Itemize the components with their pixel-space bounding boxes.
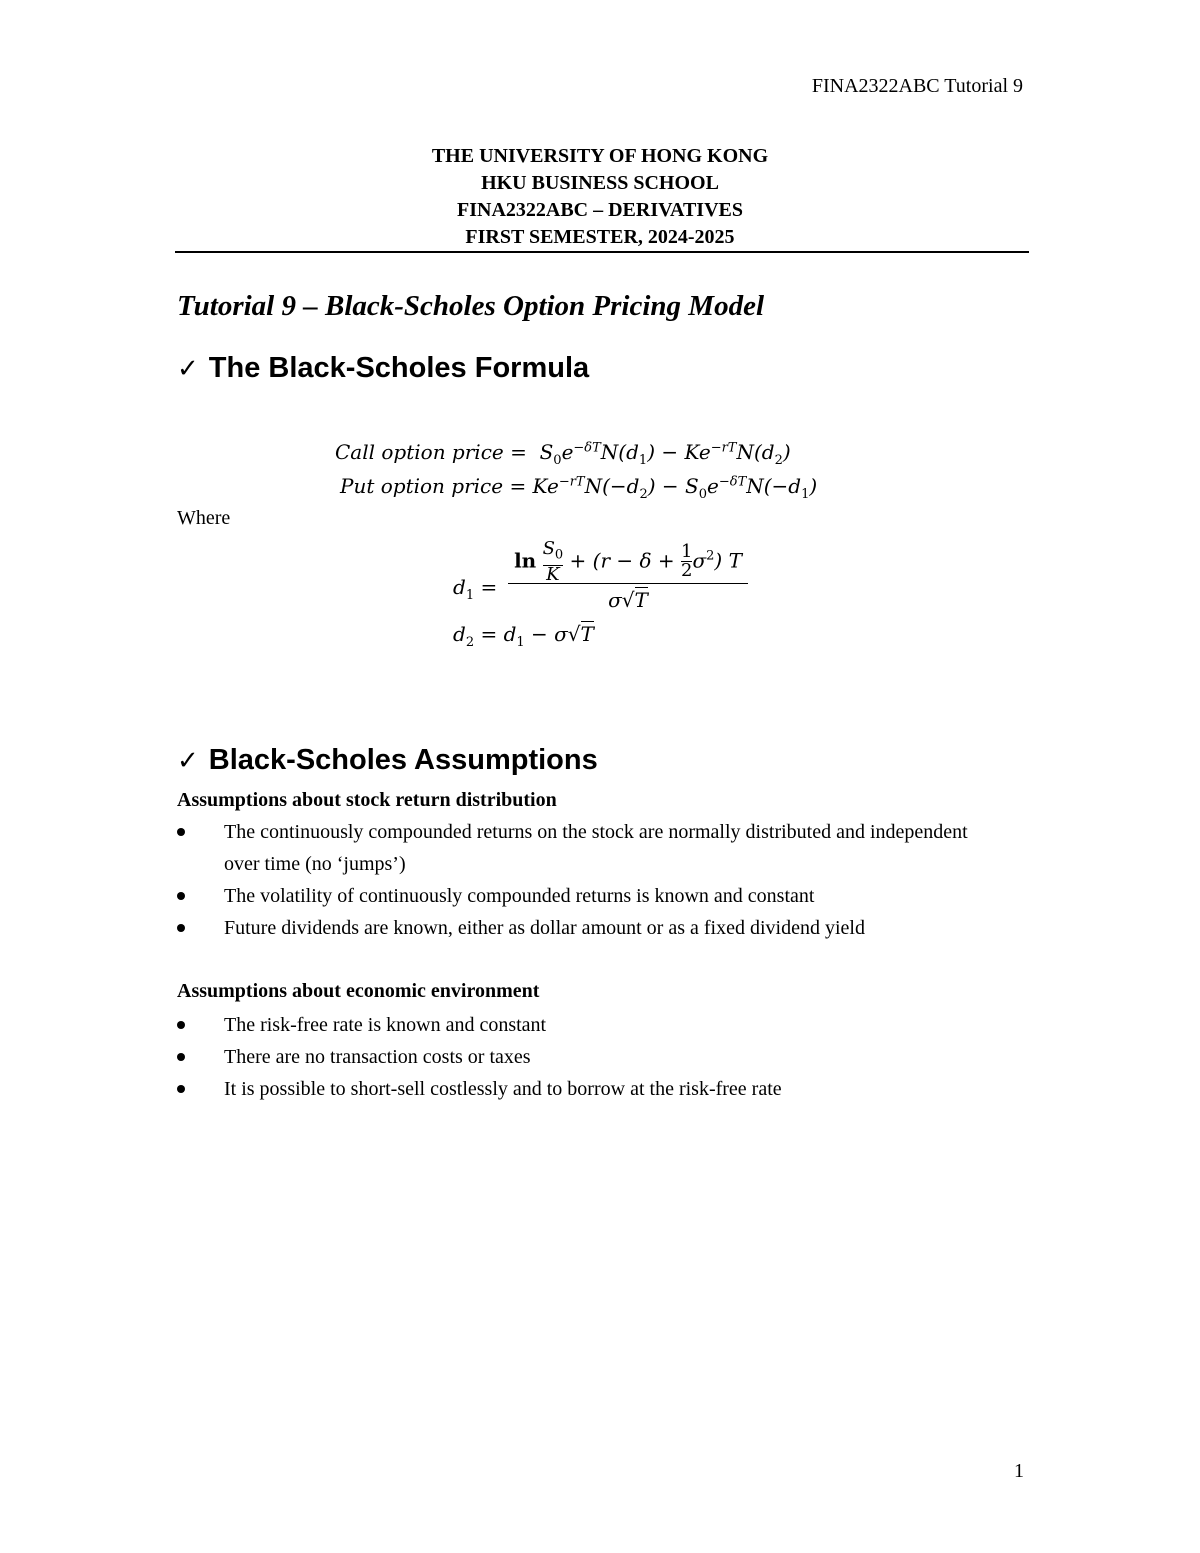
section-heading-formula: [177, 352, 589, 385]
bullet-icon: [177, 892, 185, 900]
d1-symbol: $d_1$ =: [453, 575, 498, 603]
bullet-icon: [177, 828, 185, 836]
bullet-icon: [177, 1085, 185, 1093]
checkmark-icon: ✓: [177, 353, 199, 383]
page-number: 1: [1014, 1460, 1024, 1482]
where-label: Where: [177, 507, 231, 529]
ln-label: ln: [514, 548, 537, 573]
bullet-icon: [177, 1053, 185, 1061]
list-item: The volatility of continuously compounded returns is known and constant: [177, 880, 997, 912]
d1-numerator: ln $\frac{S_0}{K}$ + (r − δ + $\frac{1}{2}$ $\sigma^2$) T: [514, 538, 742, 585]
course-name: FINA2322ABC – DERIVATIVES: [457, 199, 743, 221]
bullet-icon: [177, 924, 185, 932]
list-item: Future dividends are known, either as dollar amount or as a fixed dividend yield: [177, 912, 997, 944]
list-item: The risk-free rate is known and constant: [177, 1009, 997, 1041]
put-label: Put option price =: [340, 474, 527, 498]
group-title-stock: Assumptions about stock return distribution: [177, 789, 557, 811]
section-heading-assumptions: [177, 744, 598, 777]
list-item: It is possible to short-sell costlessly and to borrow at the risk-free rate: [177, 1073, 997, 1105]
list-item: There are no transaction costs or taxes: [177, 1041, 997, 1073]
page-title: Tutorial 9 – Black-Scholes Option Pricing Model: [177, 290, 765, 322]
header-rule: [175, 251, 1029, 253]
university-name: THE UNIVERSITY OF HONG KONG: [431, 145, 769, 167]
d1-fraction-bar: [508, 583, 748, 584]
school-name: HKU BUSINESS SCHOOL: [481, 172, 719, 194]
d1-denominator: σ√T: [608, 588, 648, 612]
call-label: Call option price =: [335, 440, 527, 464]
economic-assumptions-list: [177, 1009, 997, 1105]
section-heading-formula-text: The Black-Scholes Formula: [208, 352, 590, 384]
group-title-economic: Assumptions about economic environment: [177, 980, 540, 1002]
section-heading-assumptions-text: Black-Scholes Assumptions: [208, 744, 598, 776]
stock-assumptions-list: [177, 816, 997, 944]
d2-formula: $d_2 = d_1 - \sigma√T$: [453, 622, 594, 650]
running-header: FINA2322ABC Tutorial 9: [811, 75, 1023, 97]
list-item: The continuously compounded returns on the stock are normally distributed and independent over time (no ‘jumps’): [177, 816, 997, 880]
call-formula: Call option price = $S_0e^{-\delta T}N(d_1) - Ke^{-rT}N(d_2)$: [335, 440, 791, 468]
put-formula: Put option price = $Ke^{-rT}N(-d_2) - S_0e^{-\delta T}N(-d_1)$: [340, 474, 818, 502]
checkmark-icon: ✓: [177, 745, 199, 775]
bullet-icon: [177, 1021, 185, 1029]
semester: FIRST SEMESTER, 2024-2025: [465, 226, 735, 248]
